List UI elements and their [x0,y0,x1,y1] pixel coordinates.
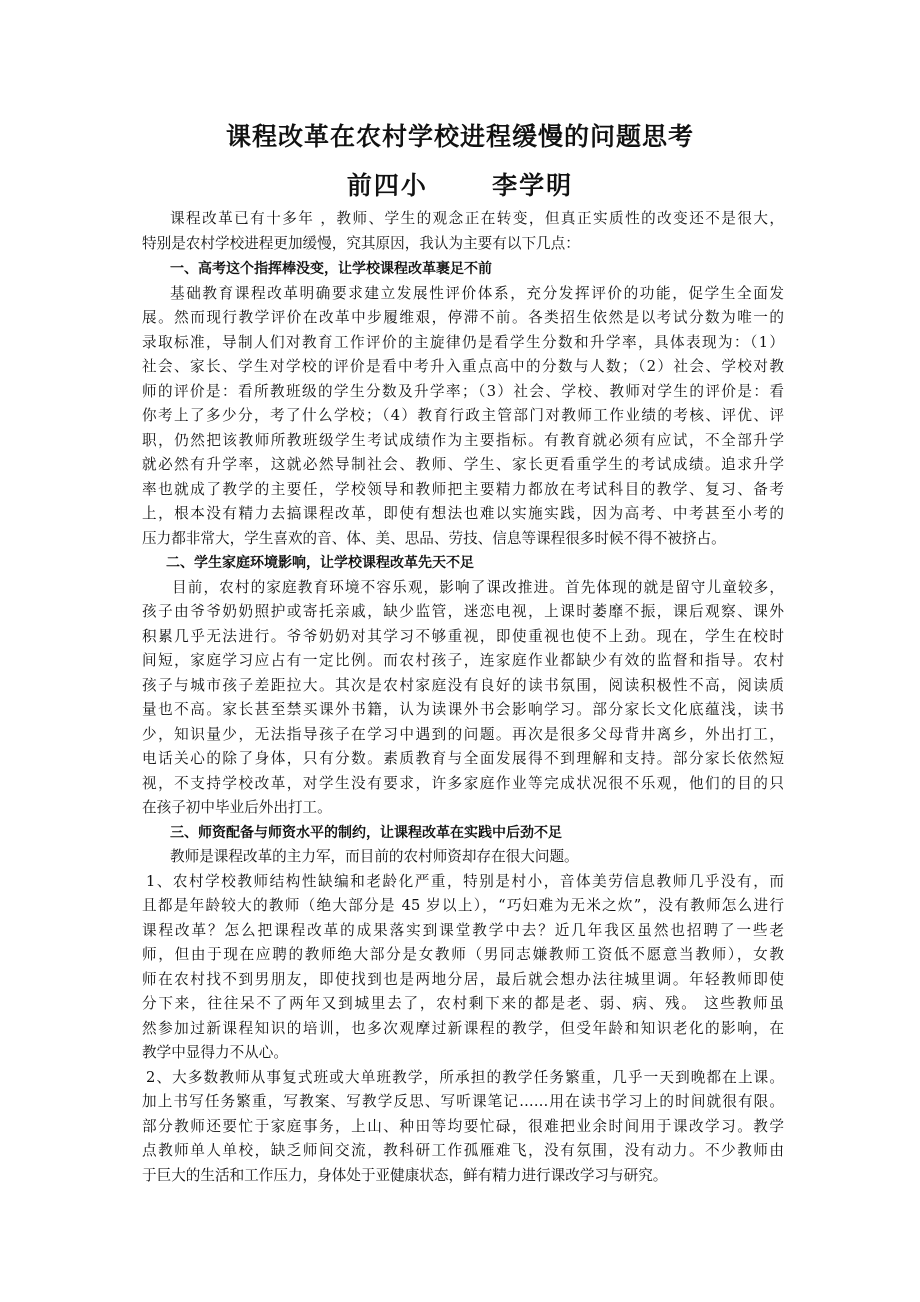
paragraph-line: 率也就成了教学的主要任，学校领导和教师把主要精力都放在考试科目的教学、复习、备考 [142,481,784,498]
paragraph-line: 2、大多数教师从事复式班或大单班教学，所承担的教学任务繁重，几乎一天到晚都在上课。 [146,1069,784,1086]
paragraph-line: 课程改革已有十多年 ，教师、学生的观念正在转变，但真正实质性的改变还不是很大， [170,210,784,227]
section-heading-3: 三、师资配备与师资水平的制约，让课程改革在实践中后劲不足 [170,825,562,841]
paragraph-line: 教师是课程改革的主力军，而目前的农村师资却存在很大问题。 [170,848,579,865]
paragraph-line: 孩子由爷爷奶奶照护或寄托亲戚，缺少监管，迷恋电视，上课时萎靡不振，课后观察、课外 [142,603,784,620]
paragraph-line: 课程改革？怎么把课程改革的成果落实到课堂教学中去？近几年我区虽然也招聘了一些老 [142,922,784,939]
paragraph-line: 目前，农村的家庭教育环境不容乐观，影响了课改推进。首先体现的就是留守儿童较多， [172,579,784,596]
paragraph-line: 社会、家长、学生对学校的评价是看中考升入重点高中的分数与人数；（2）社会、学校对教 [142,358,784,375]
paragraph-line: 部分教师还要忙于家庭事务，上山、种田等均要忙碌，很难把业余时间用于课改学习。教学 [142,1118,784,1135]
paragraph-line: 展。然而现行教学评价在改革中步履维艰，停滞不前。各类招生依然是以考试分数为唯一的 [142,309,784,326]
paragraph-line: 且都是年龄较大的教师（绝大部分是 45 岁以上），“巧妇难为无米之炊”，没有教师怎么进行 [142,897,784,914]
paragraph-line: 1、农村学校教师结构性缺编和老龄化严重，特别是村小，音体美劳信息教师几乎没有，而 [146,873,784,890]
document-title: 课程改革在农村学校进程缓慢的问题思考 [225,122,694,151]
paragraph-line: 教学中显得力不从心。 [142,1044,288,1061]
paragraph-line: 在孩子初中毕业后外出打工。 [142,799,332,816]
paragraph-line: 你考上了多少分，考了什么学校；（4）教育行政主管部门对教师工作业绩的考核、评优、评 [142,407,784,424]
section-heading-2: 二、学生家庭环境影响，让学校课程改革先天不足 [166,555,474,571]
paragraph-line: 职，仍然把该教师所教班级学生考试成绩作为主要指标。有教育就必须有应试，不全部升学 [142,432,784,449]
section-heading-1: 一、高考这个指挥棒没变，让学校课程改革裹足不前 [170,261,492,277]
paragraph-line: 压力都非常大，学生喜欢的音、体、美、思品、劳技、信息等课程很多时候不得不被挤占。 [142,530,726,547]
paragraph-line: 少，知识量少，无法指导孩子在学习中遇到的问题。再次是很多父母背井离乡，外出打工， [142,726,784,743]
paragraph-line: 就必然有升学率，这就必然导制社会、教师、学生、家长更看重学生的考试成绩。追求升学 [142,456,784,473]
paragraph-line: 间短，家庭学习应占有一定比例。而农村孩子，连家庭作业都缺少有效的监督和指导。农村 [142,652,784,669]
paragraph-line: 点教师单人单校，缺乏师间交流，教科研工作孤雁难飞，没有氛围，没有动力。不少教师由 [142,1142,784,1159]
paragraph-line: 分下来，往往呆不了两年又到城里去了，农村剩下来的都是老、弱、病、残。 这些教师虽 [142,995,784,1012]
paragraph-line: 积累几乎无法进行。爷爷奶奶对其学习不够重视，即使重视也使不上劲。现在，学生在校时 [142,628,784,645]
paragraph-line: 特别是农村学校进程更加缓慢，究其原因，我认为主要有以下几点： [142,235,580,252]
paragraph-line: 然参加过新课程知识的培训，也多次观摩过新课程的教学，但受年龄和知识老化的影响，在 [142,1020,784,1037]
paragraph-line: 录取标准，导制人们对教育工作评价的主旋律仍是看学生分数和升学率，具体表现为：（1） [142,334,784,351]
paragraph-line: 于巨大的生活和工作压力，身体处于亚健康状态，鲜有精力进行课改学习与研究。 [142,1167,668,1184]
paragraph-line: 加上书写任务繁重，写教案、写教学反思、写听课笔记……用在读书学习上的时间就很有限。 [142,1093,784,1110]
paragraph-line: 上，根本没有精力去搞课程改革，即使有想法也难以实施实践，因为高考、中考甚至小考的 [142,505,784,522]
paragraph-line: 孩子与城市孩子差距拉大。其次是农村家庭没有良好的读书氛围，阅读积极性不高，阅读质 [142,677,784,694]
author-line: 前四小 李学明 [346,171,574,200]
paragraph-line: 师在农村找不到男朋友，即使找到也是两地分居，最后就会想办法往城里调。年轻教师即使 [142,971,784,988]
paragraph-line: 量也不高。家长甚至禁买课外书籍，认为读课外书会影响学习。部分家长文化底蕴浅，读书 [142,701,784,718]
paragraph-line: 视，不支持学校改革，对学生没有要求，许多家庭作业等完成状况很不乐观，他们的目的只 [142,775,784,792]
paragraph-line: 基础教育课程改革明确要求建立发展性评价体系，充分发挥评价的功能，促学生全面发 [170,285,784,302]
paragraph-line: 师的评价是：看所教班级的学生分数及升学率；（3）社会、学校、教师对学生的评价是：看 [142,383,784,400]
paragraph-line: 电话关心的除了身体，只有分数。素质教育与全面发展得不到理解和支持。部分家长依然短 [142,750,784,767]
paragraph-line: 师，但由于现在应聘的教师绝大部分是女教师（男同志嫌教师工资低不愿意当教师），女教 [142,946,784,963]
